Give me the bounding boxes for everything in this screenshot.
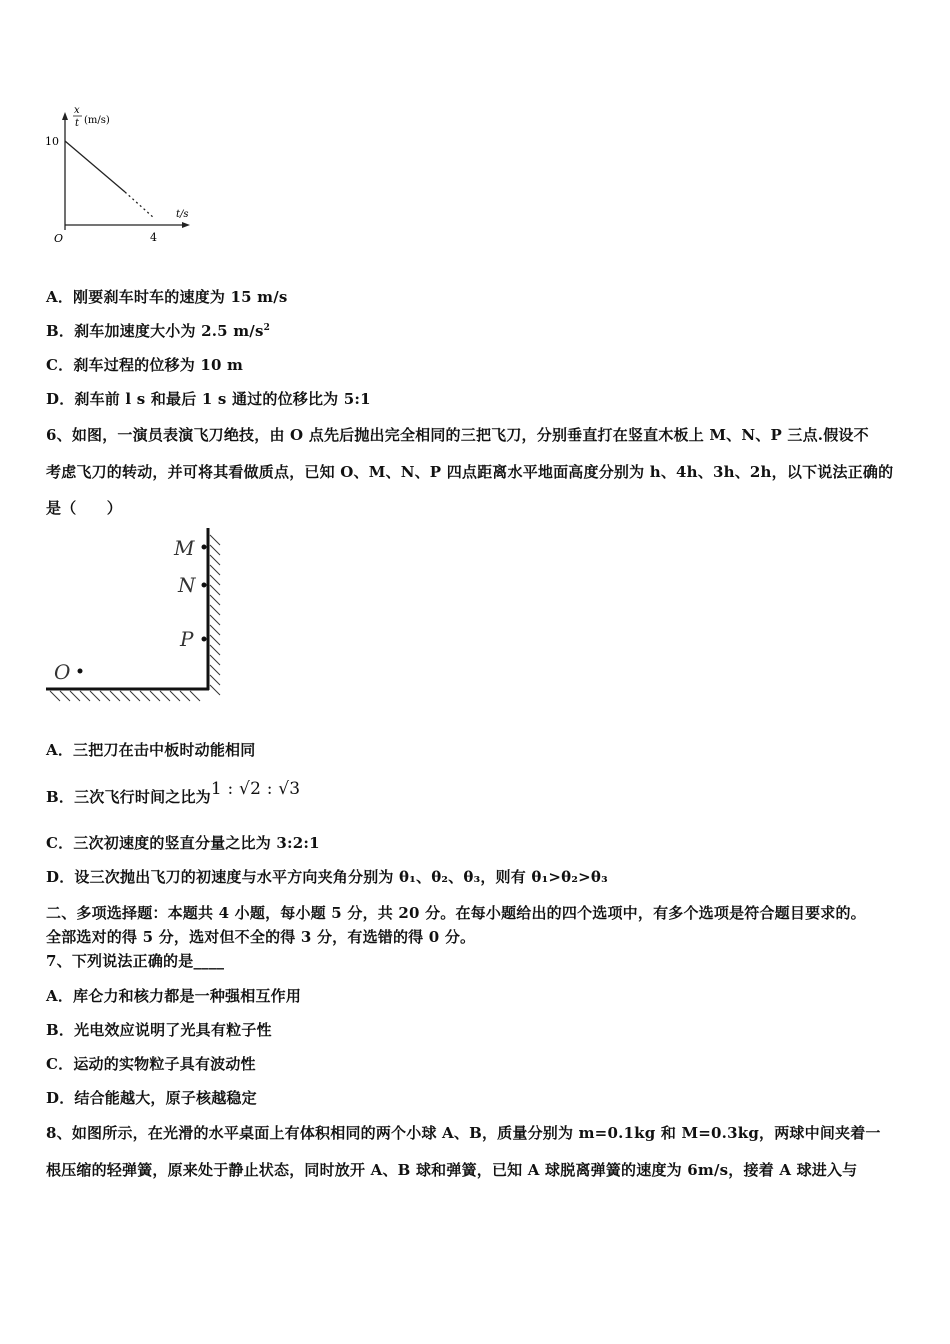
knife-wall-diagram bbox=[40, 525, 240, 715]
q6-option-d: D．设三次抛出飞刀的初速度与水平方向夹角分别为 θ₁、θ₂、θ₃，则有 θ₁>θ₂>θ₃ bbox=[46, 868, 608, 886]
q5-option-a: A．刚要刹车时车的速度为 15 m/s bbox=[46, 288, 288, 306]
label-n: N bbox=[178, 573, 196, 597]
q5-option-c: C．刹车过程的位移为 10 m bbox=[46, 356, 244, 374]
data-line-solid bbox=[65, 141, 125, 192]
x-tick-label: 4 bbox=[150, 231, 157, 244]
q8-stem-line1: 8、如图所示，在光滑的水平桌面上有体积相同的两个小球 A、B，质量分别为 m=0.1kg 和 M=0.3kg，两球中间夹着一 bbox=[46, 1124, 881, 1142]
q7-option-c: C．运动的实物粒子具有波动性 bbox=[46, 1055, 256, 1073]
origin-label: O bbox=[54, 232, 64, 245]
data-line-dashed bbox=[125, 192, 154, 218]
q5-option-b-text: B．刹车加速度大小为 2.5 m/s bbox=[46, 322, 264, 340]
label-p: P bbox=[180, 627, 194, 651]
q8-stem-line2: 根压缩的轻弹簧，原来处于静止状态，同时放开 A、B 球和弹簧，已知 A 球脱离弹簧的速度为 6m/s，接着 A 球进入与 bbox=[46, 1161, 858, 1179]
section2-header-line1: 二、多项选择题：本题共 4 小题，每小题 5 分，共 20 分。在每小题给出的四个选项中，有多个选项是符合题目要求的。 bbox=[46, 904, 866, 922]
q6-option-b bbox=[46, 779, 301, 807]
label-m: M bbox=[174, 536, 195, 560]
point-n bbox=[202, 583, 207, 588]
y-tick-label: 10 bbox=[45, 135, 59, 148]
q7-option-a: A．库仑力和核力都是一种强相互作用 bbox=[46, 987, 302, 1005]
wall-hatching bbox=[210, 535, 220, 695]
q7-option-b: B．光电效应说明了光具有粒子性 bbox=[46, 1021, 272, 1039]
q6-option-b-ratio: 1 : √2 : √3 bbox=[210, 779, 301, 799]
q6-option-b-text: B．三次飞行时间之比为 bbox=[46, 788, 211, 806]
q6-stem-line2: 考虑飞刀的转动，并可将其看做质点，已知 O、M、N、P 四点距离水平地面高度分别为 h、4h、3h、2h，以下说法正确的 bbox=[46, 463, 894, 481]
q5-option-d: D．刹车前 l s 和最后 1 s 通过的位移比为 5:1 bbox=[46, 390, 371, 408]
y-axis-arrow bbox=[62, 112, 68, 120]
q6-stem-line3: 是（ ） bbox=[46, 499, 123, 517]
x-axis-arrow bbox=[182, 222, 190, 228]
label-o: O bbox=[54, 660, 71, 684]
q6-stem-line1: 6、如图，一演员表演飞刀绝技，由 O 点先后抛出完全相同的三把飞刀，分别垂直打在竖直木板上 M、N、P 三点.假设不 bbox=[46, 426, 869, 444]
x-axis-label: t/s bbox=[176, 209, 189, 220]
ground-hatching bbox=[50, 691, 200, 701]
point-p bbox=[202, 637, 207, 642]
q7-stem: 7、下列说法正确的是____ bbox=[46, 952, 225, 970]
point-o bbox=[78, 669, 83, 674]
q5-option-b bbox=[46, 320, 270, 341]
y-label-numerator: x bbox=[74, 105, 80, 116]
q6-option-c: C．三次初速度的竖直分量之比为 3:2:1 bbox=[46, 834, 320, 852]
y-label-denominator: t bbox=[75, 118, 80, 129]
y-unit-label: (m/s) bbox=[84, 115, 110, 126]
point-m bbox=[202, 545, 207, 550]
q5-option-b-sup: 2 bbox=[263, 323, 271, 333]
q6-option-a: A．三把刀在击中板时动能相同 bbox=[46, 741, 256, 759]
q7-option-d: D．结合能越大，原子核越稳定 bbox=[46, 1089, 257, 1107]
section2-header-line2: 全部选对的得 5 分，选对但不全的得 3 分，有选错的得 0 分。 bbox=[46, 928, 476, 946]
velocity-time-graph bbox=[40, 100, 210, 250]
